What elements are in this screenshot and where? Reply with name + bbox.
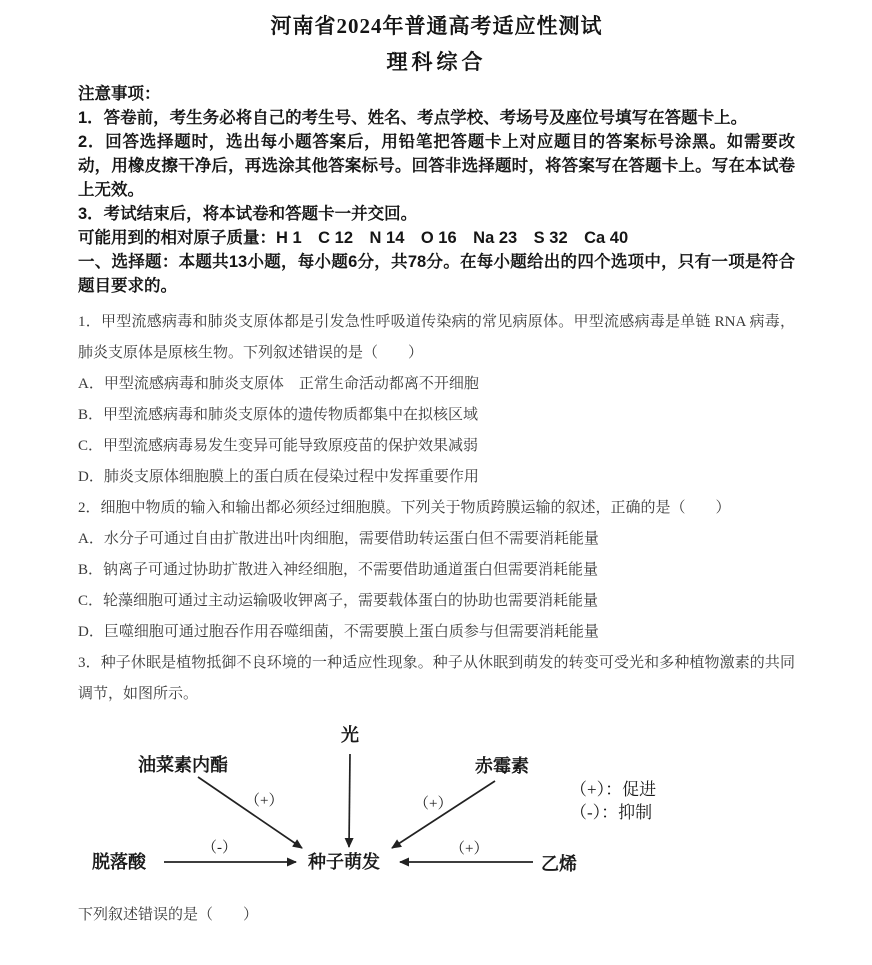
section-one-header: 一、选择题：本题共13小题，每小题6分，共78分。在每小题给出的四个选项中，只有一项是符合题目要求的。	[78, 253, 795, 295]
seed-germination-diagram	[78, 714, 795, 886]
page-title: 河南省2024年普通高考适应性测试	[270, 14, 603, 38]
legend-inhibit: （-）：抑制	[570, 803, 653, 822]
sign-ethylene-plus: （+）	[450, 841, 489, 857]
notice-item-2: 2．回答选择题时，选出每小题答案后，用铅笔把答题卡上对应题目的答案标号涂黑。如需要改动，用橡皮擦干净后，再选涂其他答案标号。回答非选择题时，将答案写在答题卡上。写在本试卷上无效。	[78, 133, 795, 199]
question-1-option-c: C．甲型流感病毒易发生变异可能导致原疫苗的保护效果减弱	[78, 438, 479, 454]
arrow-brassinolide-to-germination	[198, 777, 302, 848]
question-2-stem: 2．细胞中物质的输入和输出都必须经过细胞膜。下列关于物质跨膜运输的叙述，正确的是（ ）	[78, 500, 731, 516]
notice-heading: 注意事项：	[78, 85, 161, 103]
atomic-mass-note: 可能用到的相对原子质量：H 1 C 12 N 14 O 16 Na 23 S 32 Ca 40	[78, 229, 629, 247]
arrow-gibberellin-to-germination	[392, 781, 495, 848]
sign-gibberellin-plus: （+）	[414, 796, 453, 812]
notice-item-3: 3．考试结束后，将本试卷和答题卡一并交回。	[78, 205, 418, 223]
notice-section	[78, 82, 795, 298]
diagram-legend	[570, 778, 656, 824]
node-abscisic-acid: 脱落酸	[92, 852, 146, 872]
question-2-option-d: D．巨噬细胞可通过胞吞作用吞噬细菌，不需要膜上蛋白质参与但需要消耗能量	[78, 624, 599, 640]
legend-promote: （+）：促进	[570, 780, 657, 799]
question-2-option-c: C．轮藻细胞可通过主动运输吸收钾离子，需要载体蛋白的协助也需要消耗能量	[78, 593, 599, 609]
question-1-option-a: A．甲型流感病毒和肺炎支原体 正常生命活动都离不开细胞	[78, 376, 479, 392]
question-1-stem: 1．甲型流感病毒和肺炎支原体都是引发急性呼吸道传染病的常见病原体。甲型流感病毒是单链 RNA 病毒，肺炎支原体是原核生物。下列叙述错误的是（ ）	[78, 314, 795, 361]
question-2-option-a: A．水分子可通过自由扩散进出叶肉细胞，需要借助转运蛋白但不需要消耗能量	[78, 531, 599, 547]
question-3-stem: 3．种子休眠是植物抵御不良环境的一种适应性现象。种子从休眠到萌发的转变可受光和多种植物激素的共同调节，如图所示。	[78, 655, 795, 702]
question-1	[78, 307, 795, 493]
question-1-option-b: B．甲型流感病毒和肺炎支原体的遗传物质都集中在拟核区域	[78, 407, 479, 423]
node-gibberellin: 赤霉素	[475, 756, 529, 776]
node-light: 光	[341, 725, 359, 745]
sign-abscisic-acid-minus: （-）	[202, 840, 237, 856]
node-seed-germination: 种子萌发	[308, 852, 380, 872]
node-ethylene: 乙烯	[541, 854, 577, 874]
question-3-tail: 下列叙述错误的是（ ）	[78, 907, 259, 923]
question-list	[78, 307, 795, 710]
question-2-option-b: B．钠离子可通过协助扩散进入神经细胞，不需要借助通道蛋白但需要消耗能量	[78, 562, 599, 578]
question-1-option-d: D．肺炎支原体细胞膜上的蛋白质在侵染过程中发挥重要作用	[78, 469, 479, 485]
question-2	[78, 493, 795, 648]
sign-brassinolide-plus: （+）	[245, 793, 284, 809]
arrow-light-to-germination	[349, 754, 350, 847]
question-3	[78, 648, 795, 710]
notice-item-1: 1．答卷前，考生务必将自己的考生号、姓名、考点学校、考场号及座位号填写在答题卡上。	[78, 109, 748, 127]
node-brassinolide: 油菜素内酯	[138, 755, 228, 775]
page-subtitle: 理科综合	[386, 50, 487, 74]
